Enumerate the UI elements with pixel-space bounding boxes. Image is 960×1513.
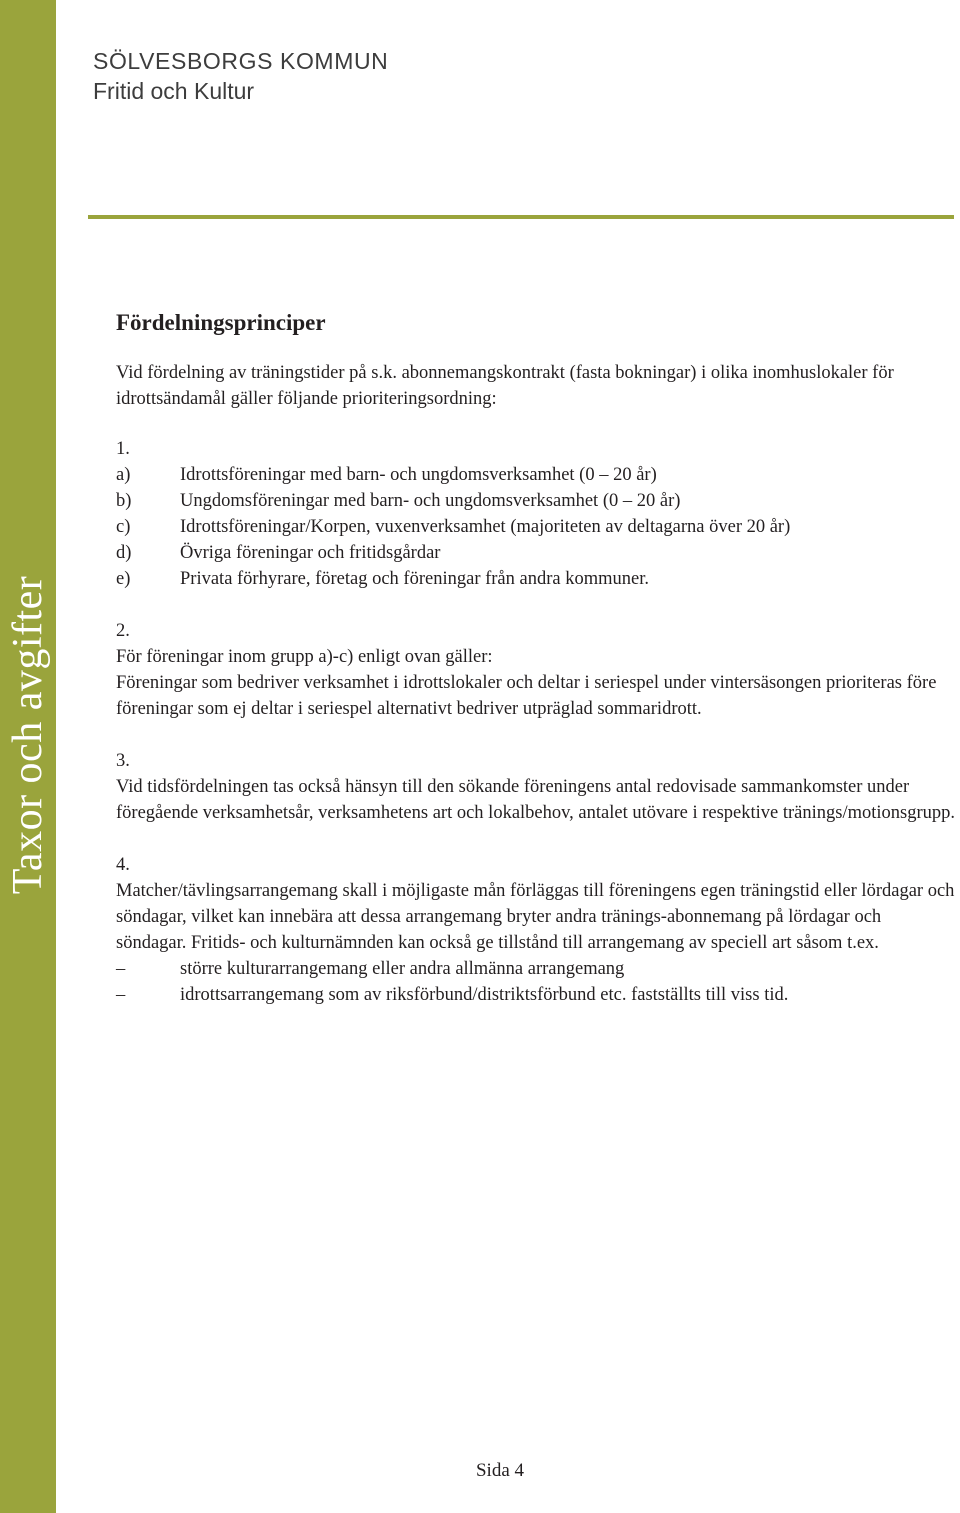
list-item-text: Idrottsföreningar med barn- och ungdomsverksamhet (0 – 20 år) (180, 465, 657, 485)
bullet-dash: – (116, 959, 126, 979)
list-item-label: e) (116, 569, 131, 589)
section-1 (116, 436, 956, 592)
page-footer (0, 1458, 960, 1484)
org-header (93, 46, 388, 106)
list-item (116, 540, 956, 566)
list-item (116, 566, 956, 592)
list-item (116, 488, 956, 514)
page-heading: Fördelningsprinciper (116, 310, 326, 335)
header-divider (88, 215, 954, 219)
list-item (116, 462, 956, 488)
list-item-text: Ungdomsföreningar med barn- och ungdomsverksamhet (0 – 20 år) (180, 491, 681, 511)
bullet-text: idrottsarrangemang som av riksförbund/distriktsförbund etc. fastställts till viss tid. (180, 985, 789, 1005)
section-number: 3. (116, 751, 130, 771)
section-3 (116, 748, 956, 826)
section-4-text: Matcher/tävlingsarrangemang skall i möjligaste mån förläggas till föreningens egen träningstid eller lördagar och söndagar, vilket kan innebära att dessa arrangemang bryter andra tränings-abonnemang på lördagar och söndagar. Fritids- och kulturnämnden kan också ge tillstånd till arrangemang av speciell art såsom t.ex. (116, 881, 955, 953)
org-name: SÖLVESBORGS KOMMUN (93, 48, 389, 74)
section-2 (116, 618, 956, 722)
bullet-text: större kulturarrangemang eller andra allmänna arrangemang (180, 959, 625, 979)
list-item-text: Idrottsföreningar/Korpen, vuxenverksamhet (majoriteten av deltagarna över 20 år) (180, 517, 791, 537)
bullet-item (116, 956, 956, 982)
list-item-label: c) (116, 517, 131, 537)
section-number: 2. (116, 621, 130, 641)
section-3-text: Vid tidsfördelningen tas också hänsyn till den sökande föreningens antal redovisade sammankomster under föregående verksamhetsår, verksamhetens art och lokalbehov, antalet utövare i respektive tränings/motionsgrupp. (116, 777, 956, 823)
list-item-label: d) (116, 543, 132, 563)
bullet-item (116, 982, 956, 1008)
list-item-text: Privata förhyrare, företag och föreningar från andra kommuner. (180, 569, 649, 589)
section-4 (116, 852, 956, 1008)
list-item (116, 514, 956, 540)
list-item-label: b) (116, 491, 132, 511)
section-number: 1. (116, 439, 130, 459)
sidebar-title: Taxor och avgifter (5, 575, 51, 895)
department-name: Fritid och Kultur (93, 78, 255, 104)
bullet-dash: – (116, 985, 126, 1005)
section-2-line-1: För föreningar inom grupp a)-c) enligt ovan gäller: (116, 647, 493, 667)
page-number: Sida 4 (475, 1460, 525, 1481)
document-body (116, 306, 956, 1008)
list-item-label: a) (116, 465, 131, 485)
section-2-line-2: Föreningar som bedriver verksamhet i idrottslokaler och deltar i seriespel under vintersäsongen prioriteras före föreningar som ej deltar i seriespel alternativt bedriver utpräglad sommaridrott. (116, 673, 937, 719)
list-item-text: Övriga föreningar och fritidsgårdar (180, 543, 441, 563)
intro-paragraph: Vid fördelning av träningstider på s.k. abonnemangskontrakt (fasta bokningar) i olika inomhuslokaler för idrottsändamål gäller följande prioriteringsordning: (116, 363, 894, 409)
section-number: 4. (116, 855, 130, 875)
sidebar-band (0, 0, 56, 1513)
